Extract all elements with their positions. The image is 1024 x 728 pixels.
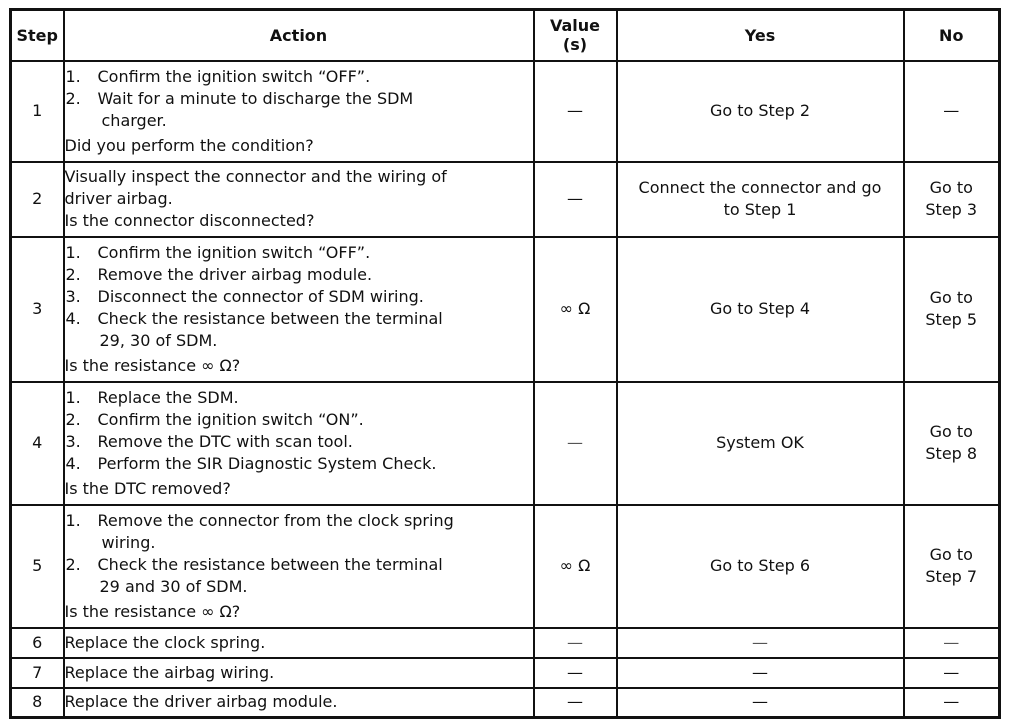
list-item: 3. Disconnect the connector of SDM wiring. [65,286,424,306]
question-text: Is the DTC removed? [64,478,231,498]
question-text: Is the resistance ∞ Ω? [64,355,241,375]
no-header: No [904,10,1000,61]
step-number: 8 [11,688,64,718]
no-cell: — [904,658,1000,688]
table-row [11,658,1000,688]
yes-header: Yes [617,10,904,61]
yes-cell: Go to Step 6 [617,505,904,628]
step-number: 5 [11,505,64,628]
step-number: 4 [11,382,64,505]
step-number: 3 [11,237,64,382]
value-cell: — [534,162,617,237]
value-cell: — [534,628,617,658]
action-cell [64,61,534,162]
yes-cell: Go to Step 2 [617,61,904,162]
table-row [11,505,1000,628]
step-number: 2 [11,162,64,237]
no-cell: Go to Step 7 [904,505,1000,628]
action-header: Action [64,10,534,61]
value-header: Value (s) [534,10,617,61]
value-cell: — [534,61,617,162]
list-item: 1. Remove the connector from the clock spring wiring. [65,510,454,552]
yes-cell: Connect the connector and go to Step 1 [617,162,904,237]
step-header: Step [11,10,64,61]
no-cell: Go to Step 5 [904,237,1000,382]
yes-cell: — [617,628,904,658]
yes-cell: — [617,658,904,688]
table-row [11,162,1000,237]
list-item: 4. Perform the SIR Diagnostic System Check. [65,453,437,473]
step-number: 1 [11,61,64,162]
step-number: 6 [11,628,64,658]
no-cell: Go to Step 3 [904,162,1000,237]
question-text: Is the resistance ∞ Ω? [64,601,241,621]
yes-cell: Go to Step 4 [617,237,904,382]
table-row [11,628,1000,658]
list-item: 2. Check the resistance between the terminal 29 and 30 of SDM. [65,554,443,596]
value-cell: — [534,688,617,718]
no-cell: — [904,61,1000,162]
list-item: 1. Replace the SDM. [65,387,239,407]
value-cell: ∞ Ω [534,237,617,382]
no-cell: — [904,628,1000,658]
table-row [11,61,1000,162]
action-cell [64,382,534,505]
action-cell: Replace the driver airbag module. [64,688,534,718]
table-row [11,237,1000,382]
list-item: 2. Confirm the ignition switch “ON”. [65,409,364,429]
list-item: 4. Check the resistance between the terminal 29, 30 of SDM. [65,308,443,350]
list-item: 1. Confirm the ignition switch “OFF”. [65,66,371,86]
list-item: 3. Remove the DTC with scan tool. [65,431,353,451]
action-cell: Replace the airbag wiring. [64,658,534,688]
list-item: 1. Confirm the ignition switch “OFF”. [65,242,371,262]
value-cell: — [534,658,617,688]
list-item: 2. Remove the driver airbag module. [65,264,373,284]
value-cell: — [534,382,617,505]
diagnostic-table [9,8,1001,719]
table-row [11,382,1000,505]
no-cell: Go to Step 8 [904,382,1000,505]
header-row [11,10,1000,61]
table-row [11,688,1000,718]
action-cell: Visually inspect the connector and the wiring of driver airbag. Is the connector disconnected? [64,162,534,237]
yes-cell: System OK [617,382,904,505]
value-cell: ∞ Ω [534,505,617,628]
action-cell [64,505,534,628]
no-cell: — [904,688,1000,718]
question-text: Did you perform the condition? [64,135,314,155]
list-item: 2. Wait for a minute to discharge the SDM charger. [65,88,414,130]
action-cell: Replace the clock spring. [64,628,534,658]
step-number: 7 [11,658,64,688]
action-cell [64,237,534,382]
yes-cell: — [617,688,904,718]
